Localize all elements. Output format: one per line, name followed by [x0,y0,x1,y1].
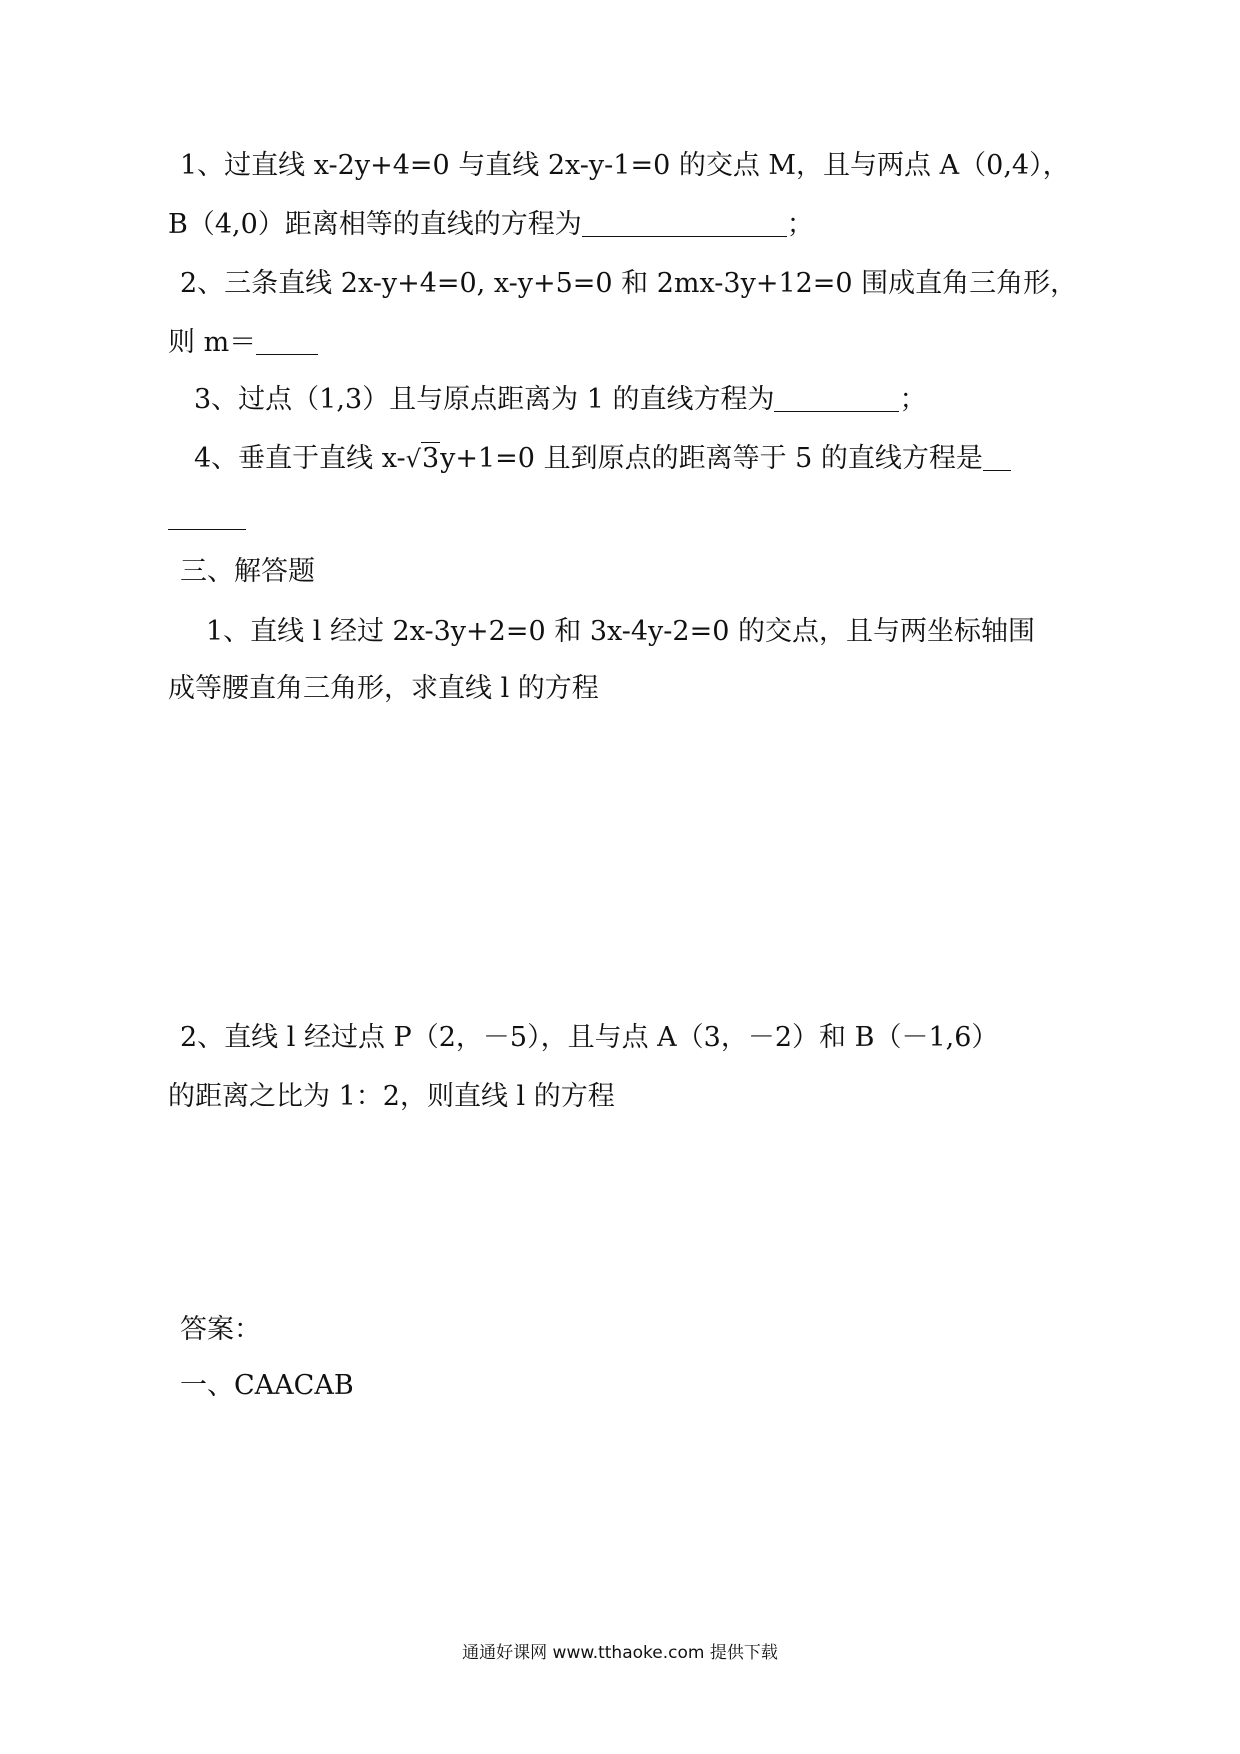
q4-line1 [194,439,1011,479]
q4-post: y+1=0 且到原点的距离等于 5 的直线方程是 [440,443,983,474]
answers-part1: 一、CAACAB [180,1370,354,1401]
answer-blank[interactable] [774,410,899,412]
section-title: 三、解答题 [180,556,315,587]
answer-blank[interactable] [983,469,1011,471]
page-footer: 通通好课网 www.tthaoke.com 提供下载 [462,1643,778,1663]
q4-pre: 4、垂直于直线 x- [194,443,406,474]
q3-line1 [194,380,926,420]
q1-line2-text: B（4,0）距离相等的直线的方程为 [168,209,582,240]
answer-blank-continued[interactable] [168,528,246,530]
q1-line2 [168,205,814,245]
q1-line1: 1、过直线 x-2y+4=0 与直线 2x-y-1=0 的交点 M，且与两点 A（0,4）， [180,150,1070,181]
radical-sign-icon: √ [405,445,421,473]
q2-line1: 2、三条直线 2x-y+4=0, x-y+5=0 和 2mx-3y+12=0 围成直角三角形， [180,268,1078,299]
q2-line2 [168,323,318,363]
s1-line1: 1、直线 l 经过 2x-3y+2=0 和 3x-4y-2=0 的交点，且与两坐标轴围 [206,616,1035,647]
s2-line1: 2、直线 l 经过点 P（2，－5），且与点 A（3，－2）和 B（－1,6） [180,1022,999,1053]
q3-line1-text: 3、过点（1,3）且与原点距离为 1 的直线方程为 [194,384,775,415]
radicand: 3 [421,443,440,474]
answer-blank[interactable] [256,353,318,355]
answers-title: 答案： [180,1314,261,1345]
q1-line2-end: ； [786,209,814,240]
s1-line2: 成等腰直角三角形，求直线 l 的方程 [168,673,599,704]
q4-line2 [168,498,246,538]
sqrt-symbol [406,439,440,479]
s2-line2: 的距离之比为 1：2，则直线 l 的方程 [168,1081,615,1112]
q3-line1-end: ； [899,384,927,415]
answer-blank[interactable] [582,235,787,237]
q2-line2-text: 则 m＝ [168,327,257,358]
